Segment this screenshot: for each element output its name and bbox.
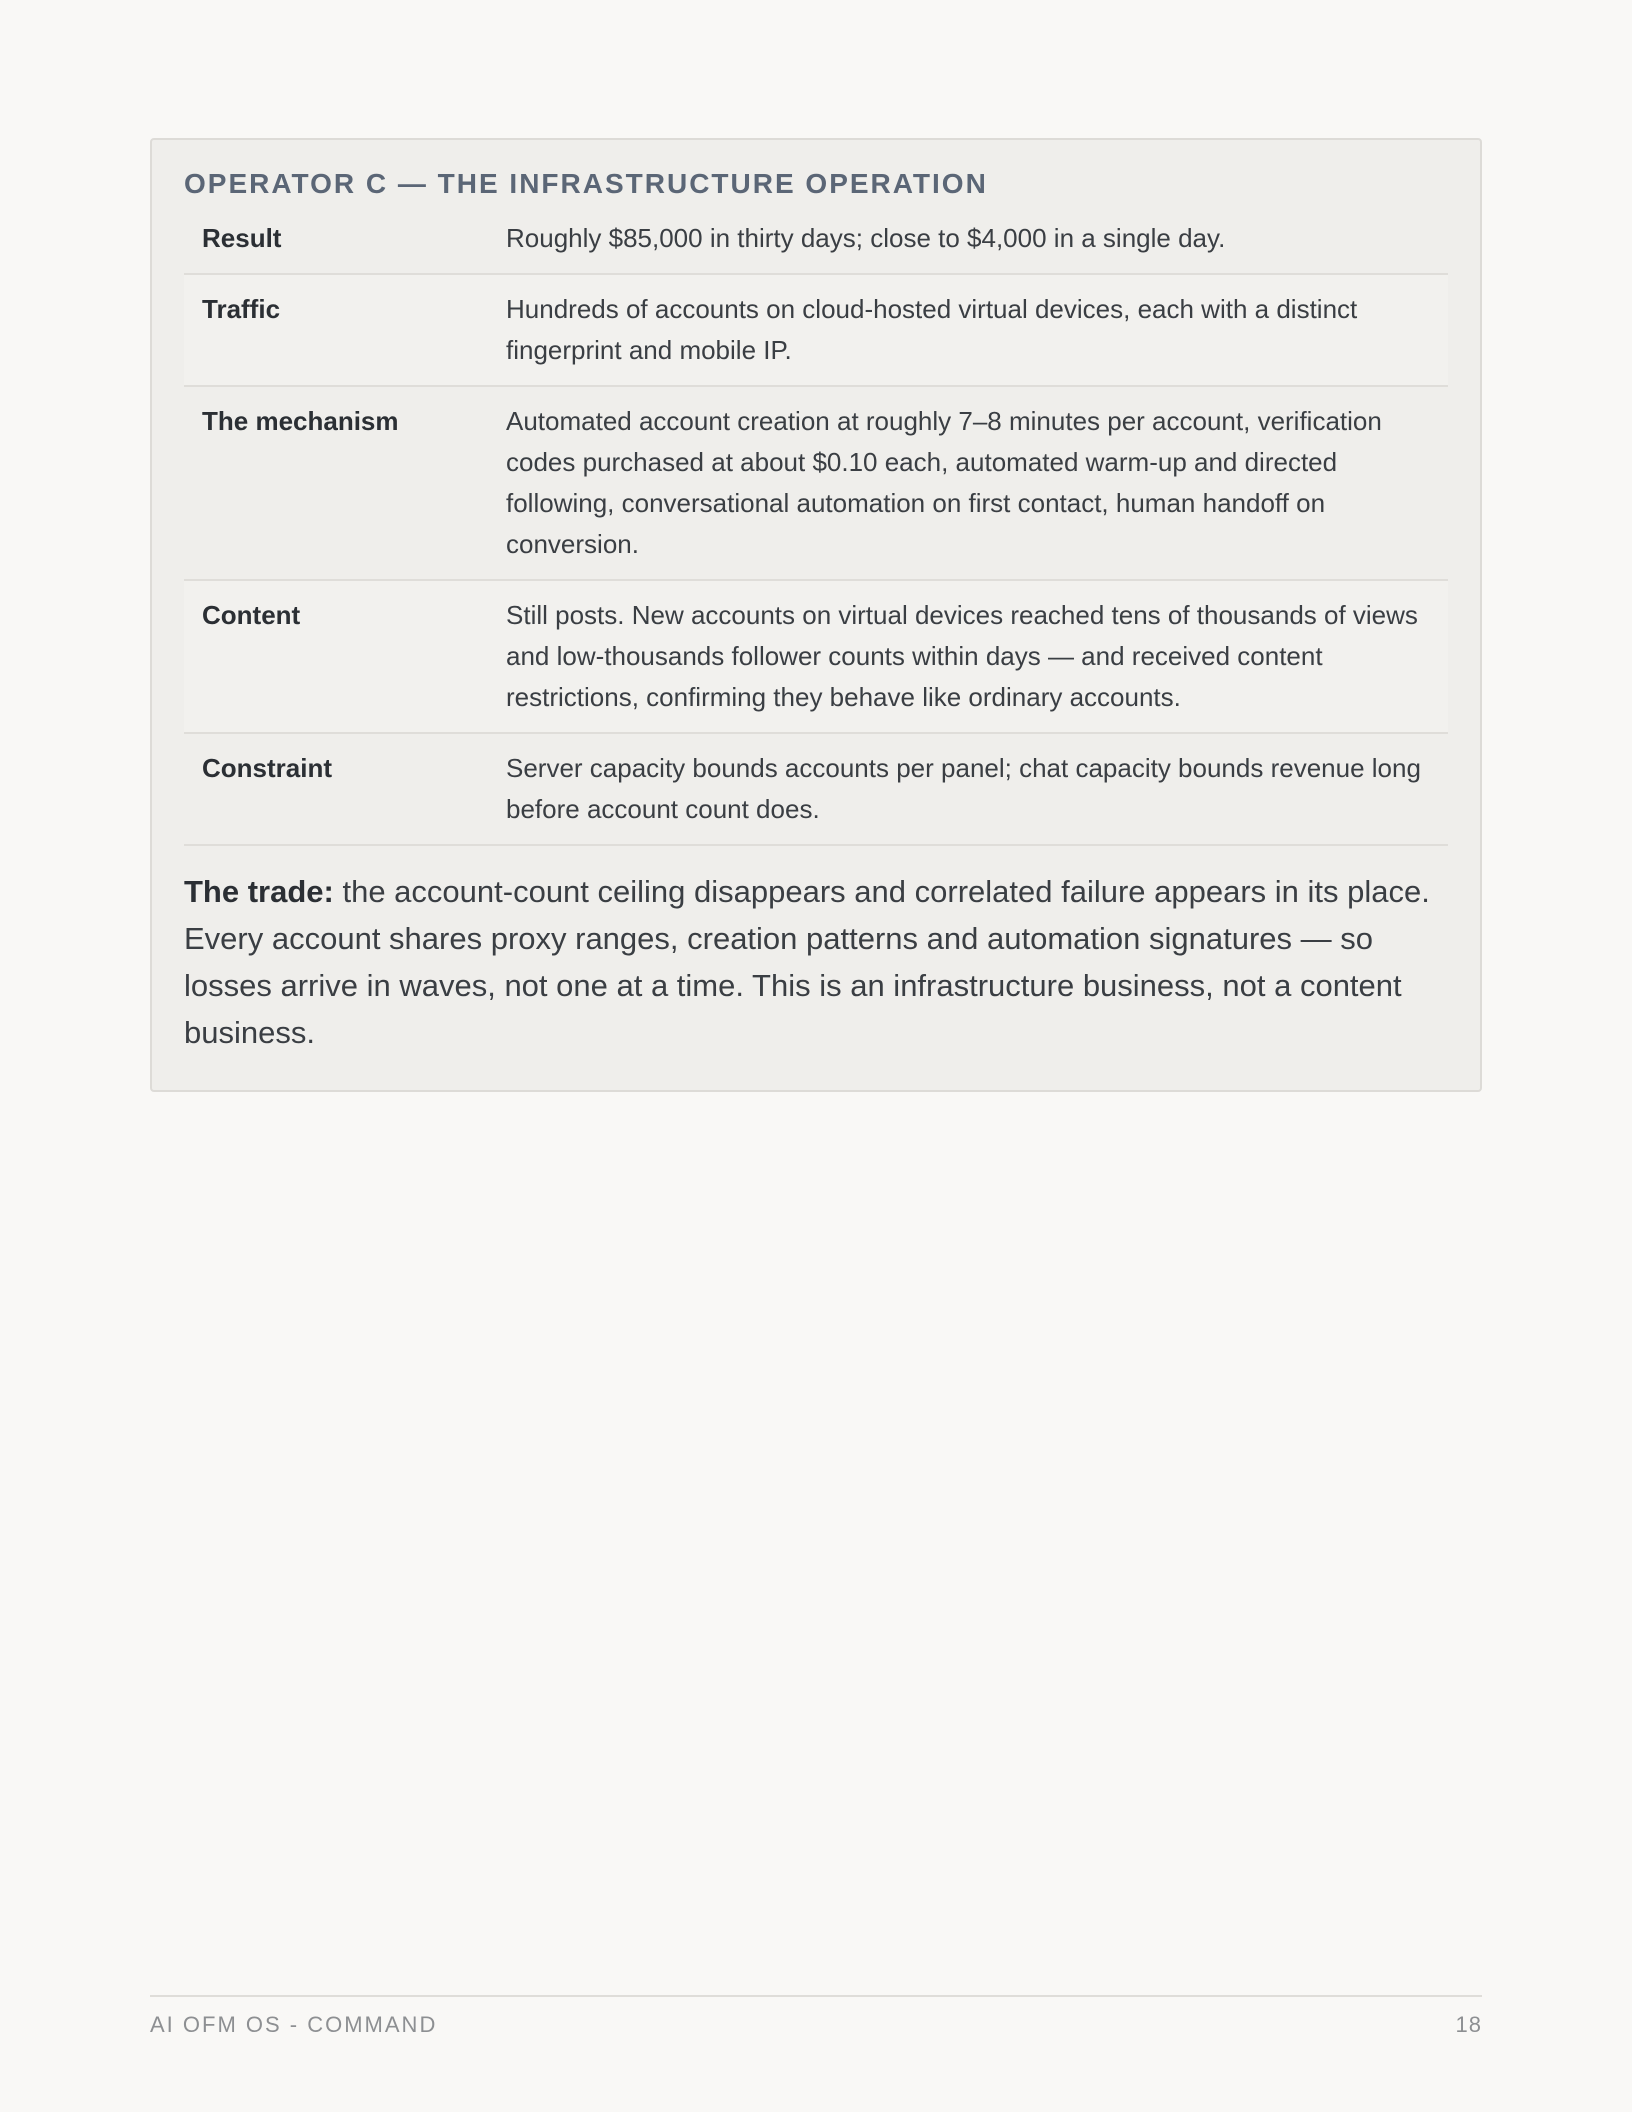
trade-text: the account-count ceiling disappears and correlated failure appears in its place. Every account shares proxy ranges, creation patterns and automation signatures — so losses arrive in waves, not one at a time. This is an infrastructure business, not a content business.	[184, 874, 1430, 1050]
row-value: Hundreds of accounts on cloud-hosted virtual devices, each with a distinct fingerprint and mobile IP.	[488, 274, 1448, 386]
row-label: The mechanism	[184, 386, 488, 580]
table-row	[184, 274, 1448, 386]
footer-divider	[150, 1995, 1482, 1997]
row-value: Automated account creation at roughly 7–8 minutes per account, verification codes purchased at about $0.10 each, automated warm-up and directed following, conversational automation on first contact, human handoff on conversion.	[488, 386, 1448, 580]
page-number: 18	[1455, 2012, 1482, 2037]
table-row	[184, 386, 1448, 580]
row-label: Traffic	[184, 274, 488, 386]
trade-summary	[184, 868, 1448, 1056]
facts-table	[184, 214, 1448, 846]
table-row	[184, 733, 1448, 845]
row-label: Constraint	[184, 733, 488, 845]
footer-document-title: AI OFM OS - COMMAND	[150, 2012, 438, 2037]
row-value: Still posts. New accounts on virtual devices reached tens of thousands of views and low-thousands follower counts within days — and received content restrictions, confirming they behave like ordinary accounts.	[488, 580, 1448, 733]
trade-label: The trade:	[184, 874, 334, 909]
table-row	[184, 214, 1448, 274]
row-value: Server capacity bounds accounts per panel; chat capacity bounds revenue long before account count does.	[488, 733, 1448, 845]
operator-c-card	[150, 138, 1482, 1092]
row-label: Result	[184, 214, 488, 274]
row-label: Content	[184, 580, 488, 733]
table-row	[184, 580, 1448, 733]
row-value: Roughly $85,000 in thirty days; close to $4,000 in a single day.	[488, 214, 1448, 274]
card-title: OPERATOR C — THE INFRASTRUCTURE OPERATION	[184, 168, 988, 199]
